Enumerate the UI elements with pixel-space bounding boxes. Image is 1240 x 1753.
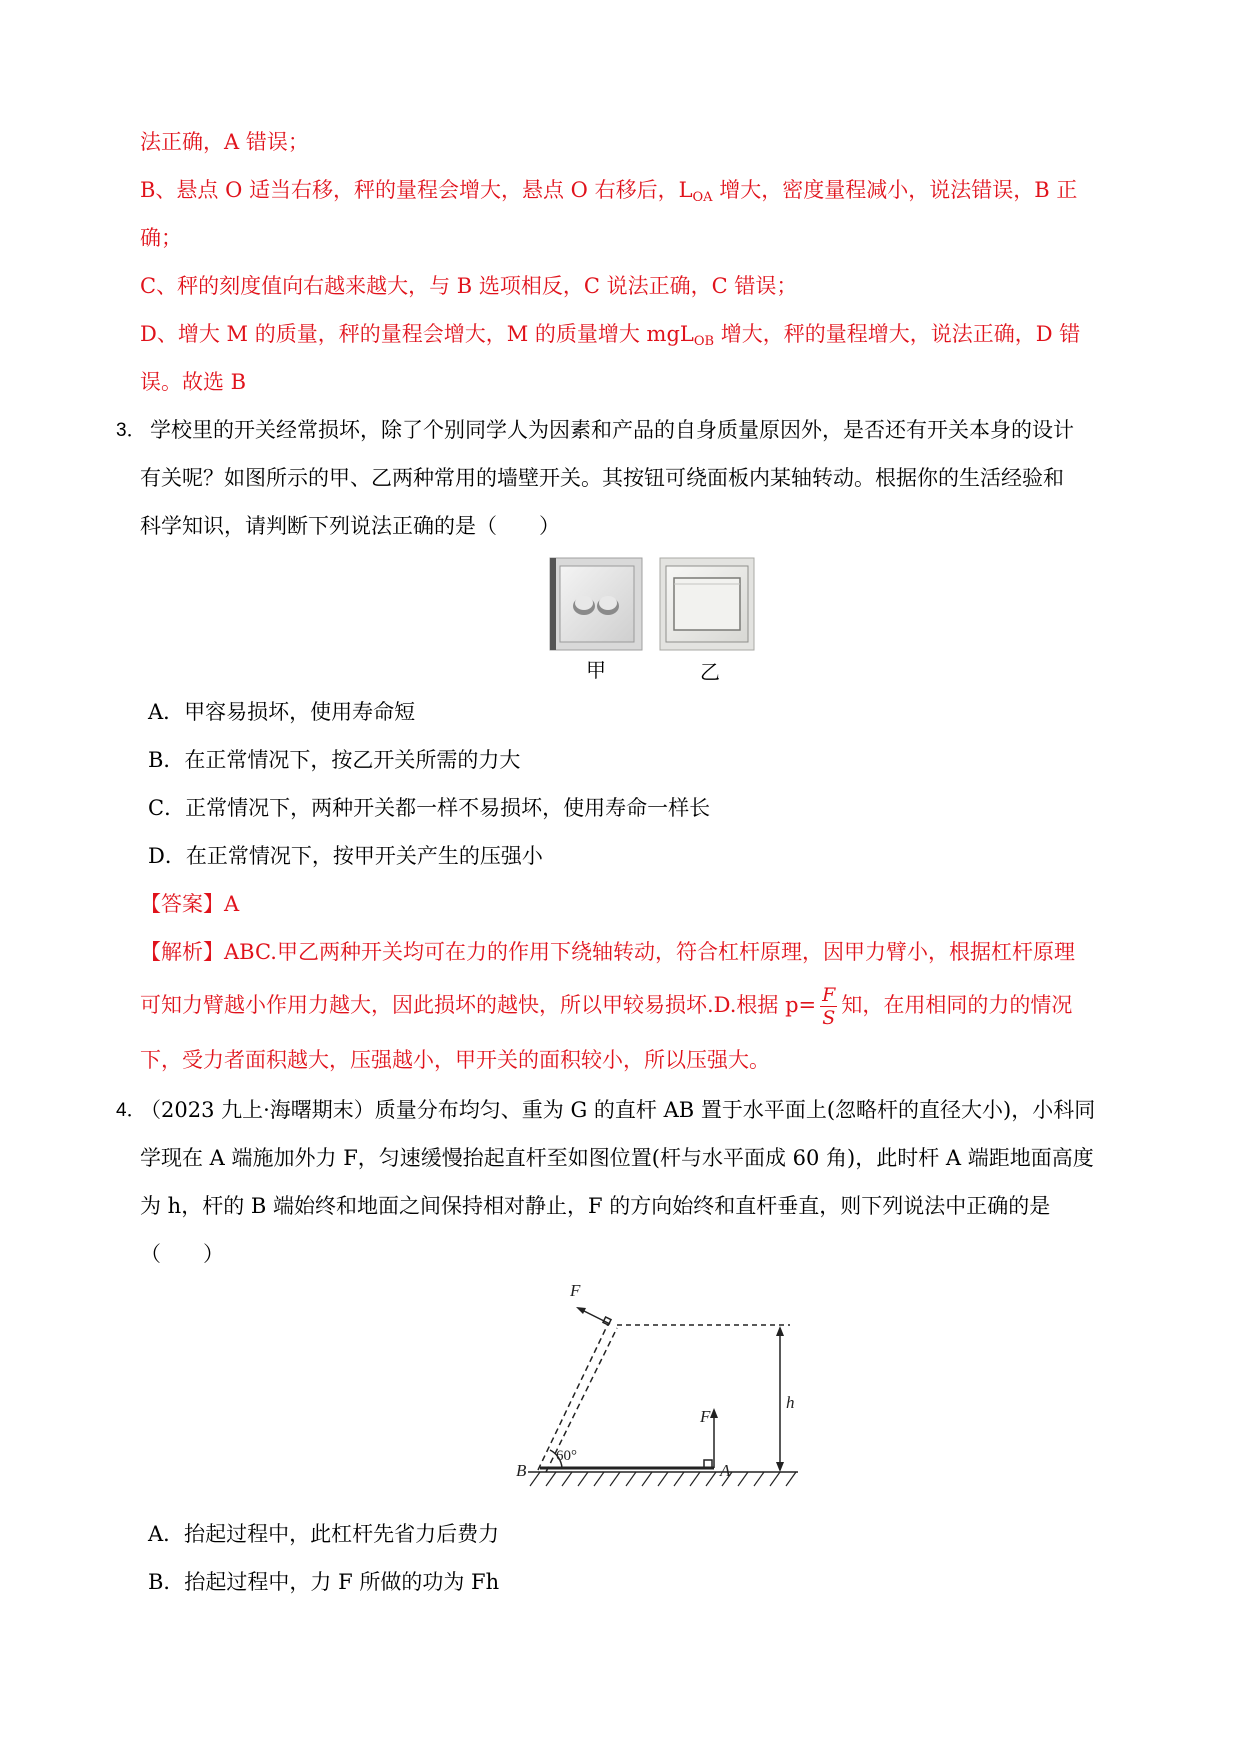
question-3-line-2: 有关呢？如图所示的甲、乙两种常用的墙壁开关。其按钮可绕面板内某轴转动。根据你的生活经验和 [140,466,1064,490]
fraction-denominator: S [822,1007,836,1029]
prev-answer-line-2 [140,176,1077,212]
switch-figure [548,556,758,676]
subscript-oa: OA [692,190,713,205]
prev-answer-line-2-text: B、悬点 O 适当右移，秤的量程会增大，悬点 O 右移后，L [140,178,693,202]
lever-figure [500,1276,820,1498]
figure-label-yi: 乙 [700,660,720,684]
label-angle: 60° [556,1448,577,1464]
label-f-a: F [700,1407,711,1426]
label-a: A [720,1461,731,1480]
subscript-ob: OB [693,334,715,349]
question-4-line-1: （2023 九上·海曙期末）质量分布均匀、重为 G 的直杆 AB 置于水平面上(忽略杆的直径大小)，小科同 [140,1098,1096,1122]
question-3-analysis-line-1: 【解析】ABC.甲乙两种开关均可在力的作用下绕轴转动，符合杠杆原理，因甲力臂小，根据杠杆原理 [140,940,1075,964]
switch-yi-image [660,558,754,650]
prev-answer-line-2-text-end: 增大，密度量程减小，说法错误，B 正 [712,178,1078,202]
question-4-line-3: 为 h，杆的 B 端始终和地面之间保持相对静止，F 的方向始终和直杆垂直，则下列说法中正确的是 [140,1194,1051,1218]
prev-answer-line-5-text: D、增大 M 的质量，秤的量程会增大，M 的质量增大 mgL [140,322,694,346]
pressure-fraction [820,984,837,1029]
question-4-number: 4． [116,1100,146,1121]
prev-answer-line-3: 确； [140,226,182,250]
question-3-option-b: B．在正常情况下，按乙开关所需的力大 [148,748,521,772]
question-3-option-d: D．在正常情况下，按甲开关产生的压强小 [148,844,543,868]
question-4-line-4: （ ） [140,1242,224,1266]
switch-jia-image [550,558,642,650]
prev-answer-line-5-text-end: 增大，秤的量程增大，说法正确，D 错 [714,322,1081,346]
question-3-option-a: A．甲容易损坏，使用寿命短 [148,700,416,724]
question-4-option-b: B．抬起过程中，力 F 所做的功为 Fh [148,1570,500,1594]
question-3-analysis-line-2 [140,982,1072,1029]
figure-label-jia: 甲 [586,658,606,682]
question-3-line-1: 学校里的开关经常损坏，除了个别同学人为因素和产品的自身质量原因外，是否还有开关本身的设计 [150,418,1074,442]
label-h: h [786,1393,795,1412]
analysis-line-2-text-end: 知，在用相同的力的情况 [841,993,1073,1017]
label-f-top: F [570,1281,581,1300]
ground-hatching [530,1472,796,1486]
question-3-answer: 【答案】A [140,892,240,916]
question-3-number: 3． [116,420,146,441]
prev-answer-line-6: 误。故选 B [140,370,247,394]
question-3-line-3: 科学知识，请判断下列说法正确的是（ ） [140,514,560,538]
fraction-numerator: F [822,984,836,1006]
question-3-analysis-line-3: 下，受力者面积越大，压强越小，甲开关的面积较小，所以压强大。 [140,1048,770,1072]
analysis-line-2-text: 可知力臂越小作用力越大，因此损坏的越快，所以甲较易损坏.D.根据 p= [140,993,817,1017]
question-4-option-a: A．抬起过程中，此杠杆先省力后费力 [148,1522,500,1546]
prev-answer-line-5 [140,320,1080,356]
question-4-line-2: 学现在 A 端施加外力 F，匀速缓慢抬起直杆至如图位置(杆与水平面成 60 角)，此时杆 A 端距地面高度 [140,1146,1094,1170]
label-b: B [516,1461,527,1480]
prev-answer-line-4: C、秤的刻度值向右越来越大，与 B 选项相反，C 说法正确，C 错误； [140,274,798,298]
prev-answer-line-1: 法正确，A 错误； [140,130,309,154]
question-3-option-c: C．正常情况下，两种开关都一样不易损坏，使用寿命一样长 [148,796,711,820]
